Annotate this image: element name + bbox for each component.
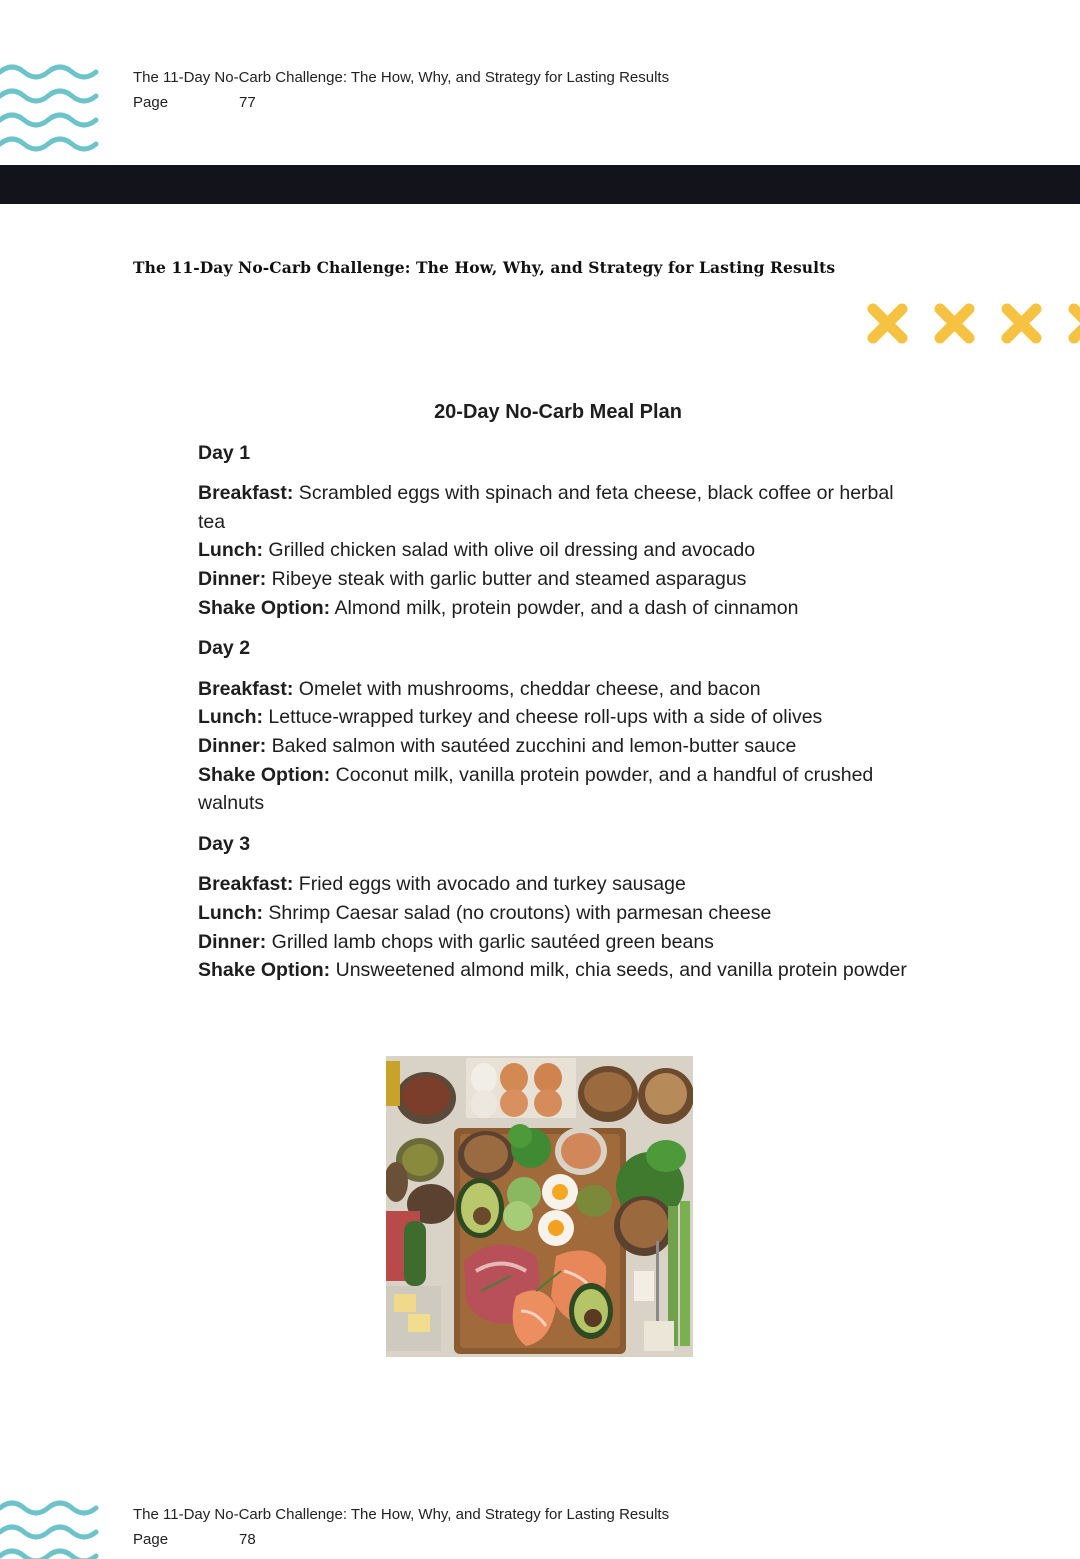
wave-decoration-icon [0, 1494, 100, 1559]
wave-decoration-icon [0, 58, 100, 158]
day-heading: Day 2 [198, 637, 251, 660]
header-title: The 11-Day No-Carb Challenge: The How, Why, and Strategy for Lasting Results [133, 1506, 670, 1523]
page-number: 77 [239, 94, 256, 111]
meal-plan [198, 398, 918, 997]
page-header-bottom [133, 1502, 669, 1552]
page-label: Page [133, 94, 169, 111]
meal-breakfast: Breakfast: Omelet with mushrooms, cheddar cheese, and bacon [198, 677, 761, 700]
cross-decoration-icon [864, 300, 1080, 350]
meal-breakfast: Breakfast: Scrambled eggs with spinach and feta cheese, black coffee or herbal tea [198, 482, 894, 533]
meal-dinner: Dinner: Ribeye steak with garlic butter and steamed asparagus [198, 567, 747, 590]
plan-title: 20-Day No-Carb Meal Plan [434, 401, 682, 423]
day-section [198, 439, 918, 623]
meal-lunch: Lunch: Lettuce-wrapped turkey and cheese roll-ups with a side of olives [198, 706, 823, 729]
meal-lunch: Lunch: Shrimp Caesar salad (no croutons) with parmesan cheese [198, 901, 772, 924]
meal-shake: Shake Option: Unsweetened almond milk, chia seeds, and vanilla protein powder [198, 959, 907, 982]
food-illustration [386, 1056, 693, 1357]
day-section [198, 830, 918, 985]
day-heading: Day 3 [198, 832, 251, 855]
meal-dinner: Dinner: Baked salmon with sautéed zucchini and lemon-butter sauce [198, 734, 797, 757]
page-divider-band [0, 165, 1080, 204]
day-heading: Day 1 [198, 441, 251, 464]
meal-shake: Shake Option: Coconut milk, vanilla protein powder, and a handful of crushed walnuts [198, 763, 874, 815]
meal-shake: Shake Option: Almond milk, protein powder, and a dash of cinnamon [198, 596, 799, 619]
meal-dinner: Dinner: Grilled lamb chops with garlic sautéed green beans [198, 930, 714, 953]
meal-breakfast: Breakfast: Fried eggs with avocado and turkey sausage [198, 873, 686, 896]
header-title: The 11-Day No-Carb Challenge: The How, Why, and Strategy for Lasting Results [133, 69, 670, 86]
day-section [198, 634, 918, 818]
meal-lunch: Lunch: Grilled chicken salad with olive oil dressing and avocado [198, 539, 756, 562]
page-header-top [133, 65, 669, 115]
running-title: The 11-Day No-Carb Challenge: The How, Why, and Strategy for Lasting Results [133, 258, 836, 277]
page-label: Page [133, 1531, 169, 1548]
page-number: 78 [239, 1531, 256, 1548]
